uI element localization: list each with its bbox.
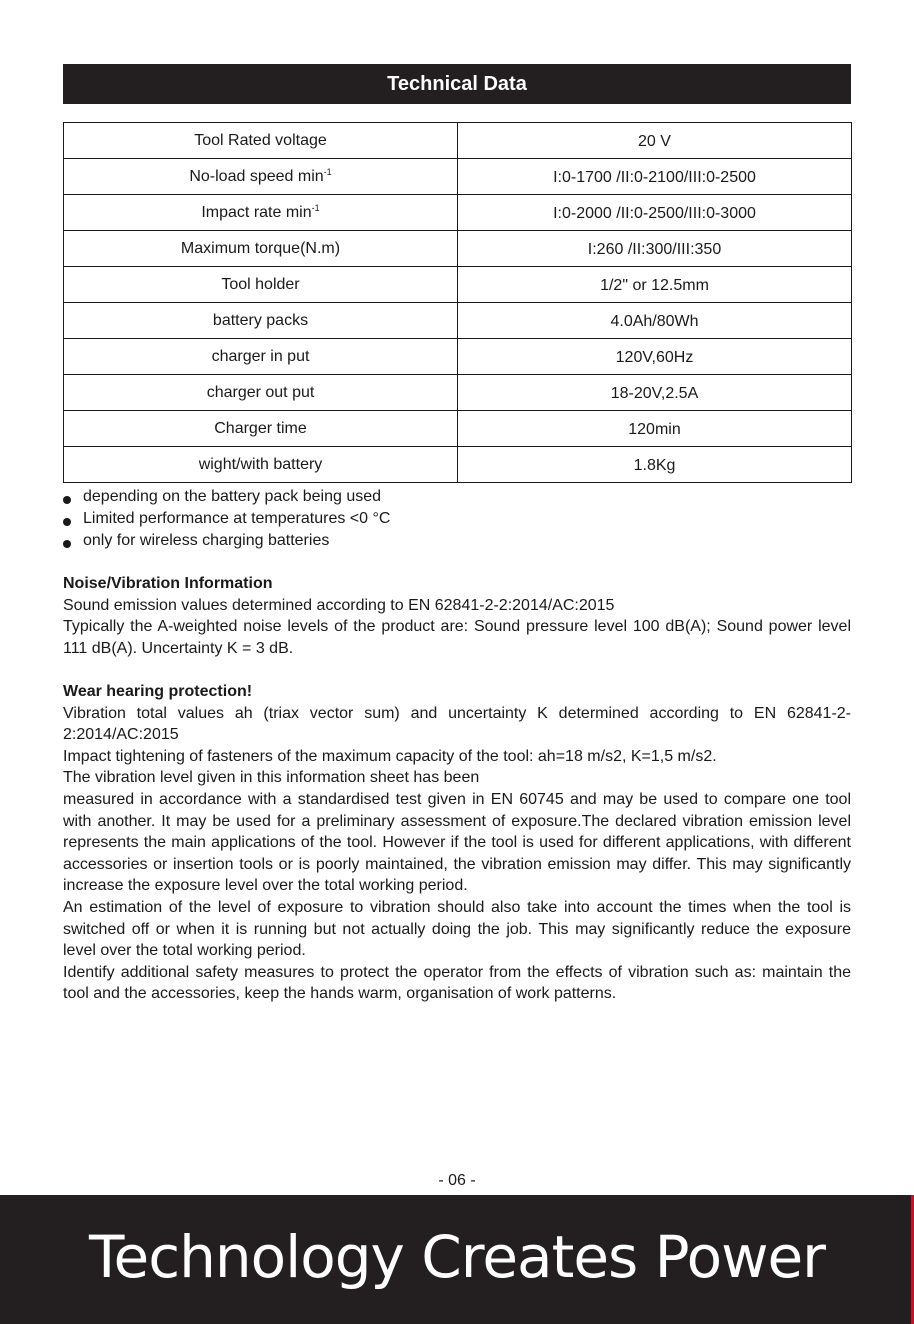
spec-label-cell — [64, 195, 458, 231]
spec-value: 1.8Kg — [458, 447, 852, 483]
spec-value: 18-20V,2.5A — [458, 375, 852, 411]
table-row — [64, 267, 852, 303]
bullet-dot-icon — [63, 540, 71, 548]
section-title: Technical Data — [387, 72, 527, 95]
noise-paragraph: Typically the A-weighted noise levels of the product are: Sound pressure level 100 dB(A); Sound power level 111 dB(A). Uncertainty K = 3 dB. — [63, 618, 851, 657]
bullet-dot-icon — [63, 496, 71, 504]
table-row — [64, 339, 852, 375]
list-item — [63, 530, 763, 552]
spec-label: Maximum torque(N.m) — [64, 231, 458, 267]
spec-value: I:0-1700 /II:0-2100/III:0-2500 — [458, 159, 852, 195]
spec-value: 120min — [458, 411, 852, 447]
section-title-bar — [63, 64, 851, 104]
technical-data-table — [63, 122, 852, 483]
vibration-paragraph: Vibration total values ah (triax vector sum) and uncertainty K determined according to EN 62841-2-2:2014/AC:2015 — [63, 704, 851, 744]
vibration-paragraph: Identify additional safety measures to protect the operator from the effects of vibration such as: maintain the tool and the accessories, keep the hands warm, organisation of work patterns. — [63, 963, 851, 1003]
spec-value: 4.0Ah/80Wh — [458, 303, 852, 339]
spec-label-superscript: -1 — [311, 202, 320, 213]
notes-list — [63, 486, 763, 552]
spec-label: battery packs — [64, 303, 458, 339]
spec-label-superscript: -1 — [323, 166, 332, 177]
spec-label: wight/with battery — [64, 447, 458, 483]
vibration-paragraph: The vibration level given in this information sheet has been — [63, 769, 480, 787]
spec-value: 20 V — [458, 123, 852, 159]
table-row — [64, 375, 852, 411]
note-text: only for wireless charging batteries — [83, 532, 330, 549]
note-text: depending on the battery pack being used — [83, 488, 382, 505]
table-row — [64, 159, 852, 195]
footer-slogan: Technology Creates Power — [88, 1222, 826, 1291]
spec-label: charger out put — [64, 375, 458, 411]
noise-heading: Noise/Vibration Information — [63, 575, 273, 592]
table-row — [64, 195, 852, 231]
information-body — [63, 573, 851, 1005]
hearing-protection-heading: Wear hearing protection! — [63, 682, 253, 700]
noise-paragraph: Sound emission values determined according to EN 62841-2-2:2014/AC:2015 — [63, 596, 615, 614]
list-item — [63, 486, 763, 508]
vibration-paragraph: An estimation of the level of exposure to vibration should also take into account the times when the tool is switched off or when it is running but not actually doing the job. This may significantly reduce the exposure level over the total working period. — [63, 898, 851, 960]
table-row — [64, 123, 852, 159]
spec-label-cell — [64, 159, 458, 195]
spec-value: 120V,60Hz — [458, 339, 852, 375]
table-row — [64, 231, 852, 267]
spec-value: 1/2" or 12.5mm — [458, 267, 852, 303]
table-row — [64, 447, 852, 483]
spec-label: Charger time — [64, 411, 458, 447]
vibration-paragraph: Impact tightening of fasteners of the maximum capacity of the tool: ah=18 m/s2, K=1,5 m/s2. — [63, 747, 717, 765]
bullet-dot-icon — [63, 518, 71, 526]
spacer — [63, 659, 851, 681]
table-row — [64, 411, 852, 447]
note-text: Limited performance at temperatures <0 °C — [83, 510, 391, 527]
spec-label: Impact rate min — [201, 203, 312, 221]
vibration-paragraph: measured in accordance with a standardised test given in EN 60745 and may be used to compare one tool with another. It may be used for a preliminary assessment of exposure.The declared vibration emission level represents the main applications of the tool. However if the tool is used for different applications, with different accessories or insertion tools or is poorly maintained, the vibration emission may differ. This may significantly increase the exposure level over the total working period. — [63, 790, 851, 895]
spec-label: No-load speed min — [189, 167, 324, 185]
spec-label: charger in put — [64, 339, 458, 375]
spec-value: I:260 /II:300/III:350 — [458, 231, 852, 267]
spec-label: Tool holder — [64, 267, 458, 303]
spec-value: I:0-2000 /II:0-2500/III:0-3000 — [458, 195, 852, 231]
spec-label: Tool Rated voltage — [64, 123, 458, 159]
list-item — [63, 508, 763, 530]
footer-banner — [0, 1195, 914, 1324]
table-row — [64, 303, 852, 339]
page-number: - 06 - — [438, 1172, 476, 1189]
